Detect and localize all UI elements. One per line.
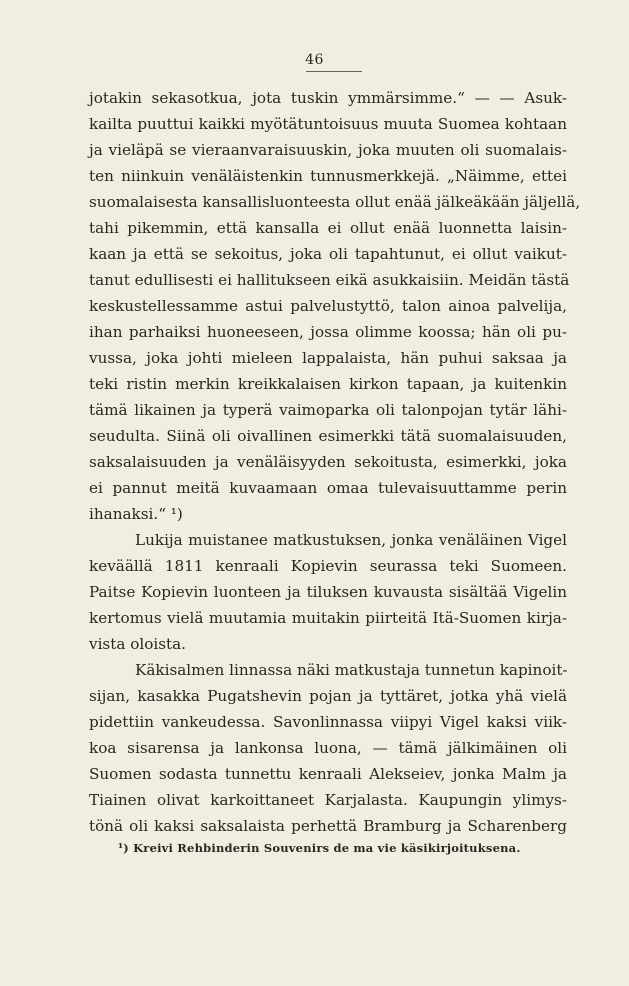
text-line: ihan parhaiksi huoneeseen, jossa olimme koossa; hän oli pu- [89,323,567,341]
text-line: vussa, joka johti mieleen lappalaista, hän puhui saksaa ja [89,349,567,367]
footnote [118,838,567,858]
text-line: kaan ja että se sekoitus, joka oli tapahtunut, ei ollut vaikut- [89,245,567,263]
text-line: Lukija muistanee matkustuksen, jonka venäläinen Vigel [135,531,567,549]
text-line: tahi pikemmin, että kansalla ei ollut enää luonnetta laisin- [89,219,567,237]
text-line: keväällä 1811 kenraali Kopievin seurassa teki Suomeen. [89,557,567,575]
footnote-text: Kreivi Rehbinderin Souvenirs de ma vie käsikirjoituksena. [133,841,521,855]
text-line: suomalaisesta kansallisluonteesta ollut enää jälkeäkään jäljellä, [89,193,581,211]
text-line: sijan, kasakka Pugatshevin pojan ja tyttäret, jotka yhä vielä [89,687,567,705]
text-line: pidettiin vankeudessa. Savonlinnassa viipyi Vigel kaksi viik- [89,713,567,731]
text-line: jotakin sekasotkua, jota tuskin ymmärsimme.“ — — Asuk- [89,89,567,107]
text-line: Paitse Kopievin luonteen ja tiluksen kuvausta sisältää Vigelin [89,583,567,601]
text-line: ei pannut meitä kuvaamaan omaa tulevaisuuttamme perin [89,479,567,497]
page-number: 46 [305,52,324,68]
text-line: Suomen sodasta tunnettu kenraali Alekseiev, jonka Malm ja [89,765,567,783]
text-line: tämä likainen ja typerä vaimoparka oli talonpojan tytär lähi- [89,401,567,419]
text-line: seudulta. Siinä oli oivallinen esimerkki tätä suomalaisuuden, [89,427,567,445]
footnote-marker: ¹) [118,841,129,855]
text-line: koa sisarensa ja lankonsa luona, — tämä jälkimäinen oli [89,739,567,757]
page-number-rule [306,71,362,72]
text-line: ja vieläpä se vieraanvaraisuuskin, joka muuten oli suomalais- [89,141,567,159]
text-line: ten niinkuin venäläistenkin tunnusmerkkejä. „Näimme, ettei [89,167,567,185]
text-line: Käkisalmen linnassa näki matkustaja tunnetun kapinoit- [135,661,568,679]
text-line: Tiainen olivat karkoittaneet Karjalasta. Kaupungin ylimys- [89,791,567,809]
text-line: kertomus vielä muutamia muitakin piirteitä Itä-Suomen kirja- [89,609,567,627]
text-line: vista oloista. [89,635,186,653]
text-line: keskustellessamme astui palvelustyttö, talon ainoa palvelija, [89,297,567,315]
text-line: teki ristin merkin kreikkalaisen kirkon tapaan, ja kuitenkin [89,375,567,393]
text-line: ihanaksi.“ ¹) [89,505,183,523]
text-line: tanut edullisesti ei hallitukseen eikä asukkaisiin. Meidän tästä [89,271,570,289]
text-line: kailta puuttui kaikki myötätuntoisuus muuta Suomea kohtaan [89,115,567,133]
text-line: tönä oli kaksi saksalaista perhettä Bramburg ja Scharenberg [89,817,567,835]
text-line: saksalaisuuden ja venäläisyyden sekoitusta, esimerkki, joka [89,453,567,471]
